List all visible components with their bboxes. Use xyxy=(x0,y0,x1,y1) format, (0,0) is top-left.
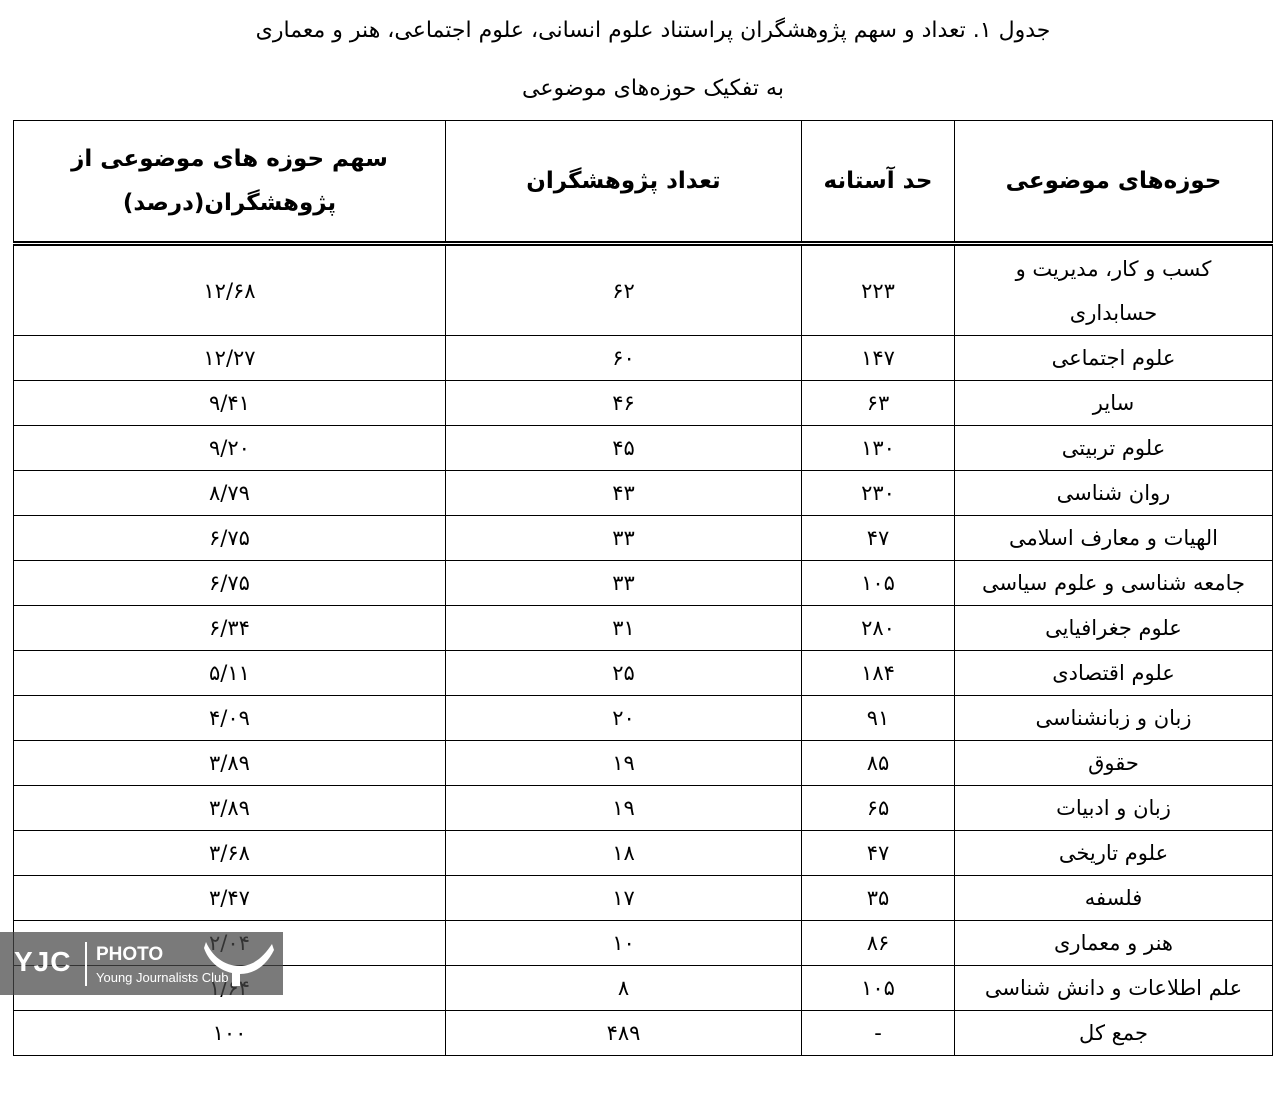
header-row xyxy=(14,121,1273,244)
cell-threshold: ۶۵ xyxy=(802,786,955,831)
cell-field xyxy=(955,244,1273,336)
cell-count: ۴۸۹ xyxy=(446,1011,802,1056)
table-row xyxy=(14,696,1273,741)
cell-share: ۳/۶۸ xyxy=(14,831,446,876)
cell-field: زبان و ادبیات xyxy=(955,786,1273,831)
cell-count: ۶۲ xyxy=(446,244,802,336)
cell-threshold: ۱۳۰ xyxy=(802,426,955,471)
cell-threshold: ۱۸۴ xyxy=(802,651,955,696)
cell-share: ۸/۷۹ xyxy=(14,471,446,516)
cell-threshold: ۲۳۰ xyxy=(802,471,955,516)
cell-count: ۴۳ xyxy=(446,471,802,516)
table-row xyxy=(14,741,1273,786)
cell-threshold: ۶۳ xyxy=(802,381,955,426)
cell-count: ۱۹ xyxy=(446,741,802,786)
cell-field: علوم اجتماعی xyxy=(955,336,1273,381)
cell-field: هنر و معماری xyxy=(955,921,1273,966)
cell-share: ۱۰۰ xyxy=(14,1011,446,1056)
cell-threshold: ۸۵ xyxy=(802,741,955,786)
yjc-watermark xyxy=(0,932,283,995)
table-row xyxy=(14,426,1273,471)
cell-threshold: ۱۰۵ xyxy=(802,561,955,606)
cell-field: جامعه شناسی و علوم سیاسی xyxy=(955,561,1273,606)
cell-count: ۶۰ xyxy=(446,336,802,381)
cell-share: ۶/۷۵ xyxy=(14,561,446,606)
cell-count: ۱۸ xyxy=(446,831,802,876)
cell-threshold: ۴۷ xyxy=(802,516,955,561)
cell-field: علوم تاریخی xyxy=(955,831,1273,876)
cell-field: حقوق xyxy=(955,741,1273,786)
cell-field: جمع کل xyxy=(955,1011,1273,1056)
cell-count: ۴۵ xyxy=(446,426,802,471)
total-row xyxy=(14,1011,1273,1056)
cell-field: فلسفه xyxy=(955,876,1273,921)
table-row xyxy=(14,381,1273,426)
table-row xyxy=(14,651,1273,696)
cell-threshold: ۱۰۵ xyxy=(802,966,955,1011)
cell-field: علم اطلاعات و دانش شناسی xyxy=(955,966,1273,1011)
cell-count: ۳۳ xyxy=(446,561,802,606)
table-row xyxy=(14,516,1273,561)
cell-threshold: ۹۱ xyxy=(802,696,955,741)
cell-share: ۶/۷۵ xyxy=(14,516,446,561)
cell-field: علوم اقتصادی xyxy=(955,651,1273,696)
table-row xyxy=(14,471,1273,516)
cell-threshold: ۸۶ xyxy=(802,921,955,966)
header-count: تعداد پژوهشگران xyxy=(446,121,802,244)
cell-threshold: ۲۸۰ xyxy=(802,606,955,651)
cell-threshold: ۱۴۷ xyxy=(802,336,955,381)
cell-field: سایر xyxy=(955,381,1273,426)
cell-field: علوم جغرافیایی xyxy=(955,606,1273,651)
header-share-line1: سهم حوزه های موضوعی از xyxy=(71,146,388,172)
table-row xyxy=(14,336,1273,381)
cell-count: ۳۳ xyxy=(446,516,802,561)
cell-share: ۵/۱۱ xyxy=(14,651,446,696)
cell-share: ۹/۴۱ xyxy=(14,381,446,426)
cell-field: علوم تربیتی xyxy=(955,426,1273,471)
table-row xyxy=(14,561,1273,606)
cell-threshold: ۴۷ xyxy=(802,831,955,876)
cell-share: ۶/۳۴ xyxy=(14,606,446,651)
cell-field-line1: کسب و کار، مدیریت و xyxy=(1015,256,1212,281)
cell-share: ۱۲/۶۸ xyxy=(14,244,446,336)
cell-count: ۱۷ xyxy=(446,876,802,921)
cell-count: ۱۹ xyxy=(446,786,802,831)
cell-count: ۲۵ xyxy=(446,651,802,696)
cell-field: زبان و زبانشناسی xyxy=(955,696,1273,741)
cell-count: ۴۶ xyxy=(446,381,802,426)
cell-share: ۳/۴۷ xyxy=(14,876,446,921)
table-row xyxy=(14,606,1273,651)
cell-field: الهیات و معارف اسلامی xyxy=(955,516,1273,561)
header-field: حوزه‌های موضوعی xyxy=(955,121,1273,244)
header-threshold: حد آستانه xyxy=(802,121,955,244)
cell-field: روان شناسی xyxy=(955,471,1273,516)
table-row xyxy=(14,831,1273,876)
table-row xyxy=(14,786,1273,831)
cell-share: ۴/۰۹ xyxy=(14,696,446,741)
watermark-divider xyxy=(85,942,87,986)
cell-share: ۱۲/۲۷ xyxy=(14,336,446,381)
watermark-club-label: Young Journalists Club xyxy=(96,970,229,985)
cell-share: ۹/۲۰ xyxy=(14,426,446,471)
cell-share: ۳/۸۹ xyxy=(14,741,446,786)
cell-threshold: ۳۵ xyxy=(802,876,955,921)
cell-count: ۸ xyxy=(446,966,802,1011)
watermark-photo-label: PHOTO xyxy=(96,944,164,965)
table-caption-line2: به تفکیک حوزه‌های موضوعی xyxy=(522,76,784,101)
header-share xyxy=(14,121,446,244)
watermark-brand: YJC xyxy=(14,946,72,977)
table-caption-line1: جدول ۱. تعداد و سهم پژوهشگران پراستناد علوم انسانی، علوم اجتماعی، هنر و معماری xyxy=(255,18,1051,43)
cell-field-line2: حسابداری xyxy=(1069,300,1158,325)
cell-threshold: ۲۲۳ xyxy=(802,244,955,336)
table-row xyxy=(14,244,1273,336)
header-share-line2: پژوهشگران(درصد) xyxy=(122,190,337,216)
cell-count: ۳۱ xyxy=(446,606,802,651)
cell-count: ۱۰ xyxy=(446,921,802,966)
yjc-logo-icon xyxy=(198,936,278,992)
researchers-table xyxy=(13,120,1273,1056)
table-row xyxy=(14,876,1273,921)
cell-threshold: - xyxy=(802,1011,955,1056)
cell-share: ۳/۸۹ xyxy=(14,786,446,831)
cell-count: ۲۰ xyxy=(446,696,802,741)
